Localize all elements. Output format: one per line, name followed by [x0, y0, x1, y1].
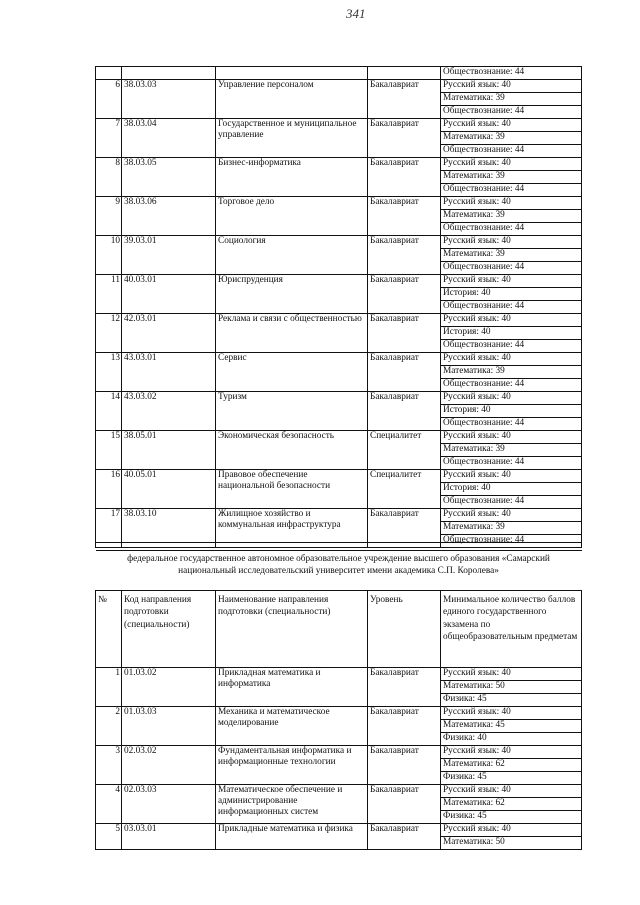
score-cell: Математика: 39	[441, 210, 582, 223]
score-cell: Обществознание: 44	[441, 262, 582, 275]
education-level: Бакалавриат	[368, 275, 441, 314]
table-row	[96, 314, 582, 327]
score-cell: Обществознание: 44	[441, 535, 582, 548]
direction-name: Государственное и муниципальное управление	[216, 119, 368, 158]
row-number: 4	[96, 785, 122, 824]
score-cell: Русский язык: 40	[441, 707, 582, 720]
score-cell: Обществознание: 44	[441, 457, 582, 470]
table-row	[96, 158, 582, 171]
direction-code: 40.05.01	[122, 470, 216, 509]
table-row	[96, 509, 582, 522]
score-cell: Математика: 39	[441, 444, 582, 457]
score-cell: Физика: 45	[441, 772, 582, 785]
score-cell: Русский язык: 40	[441, 158, 582, 171]
page-number: 341	[346, 6, 366, 21]
education-level: Специалитет	[368, 431, 441, 470]
direction-name: Торговое дело	[216, 197, 368, 236]
row-number: 3	[96, 746, 122, 785]
table-row	[96, 746, 582, 759]
table-row	[96, 392, 582, 405]
score-cell: Русский язык: 40	[441, 119, 582, 132]
organization-name: федеральное государственное автономное образовательное учреждение высшего образования «Самарский национальный исследовательский университет имени академика С.П. Королева»	[96, 551, 582, 591]
table-row	[96, 785, 582, 798]
score-cell: Обществознание: 44	[441, 496, 582, 509]
score-cell: Математика: 39	[441, 93, 582, 106]
row-number: 10	[96, 236, 122, 275]
score-cell: Математика: 39	[441, 171, 582, 184]
education-level: Специалитет	[368, 470, 441, 509]
score-cell: Обществознание: 44	[441, 106, 582, 119]
score-cell: Математика: 39	[441, 366, 582, 379]
spacer-row	[96, 543, 582, 551]
table-row	[96, 470, 582, 483]
direction-code: 38.03.10	[122, 509, 216, 548]
direction-code: 02.03.02	[122, 746, 216, 785]
score-cell: Математика: 45	[441, 720, 582, 733]
table-row	[96, 80, 582, 93]
direction-code: 38.05.01	[122, 431, 216, 470]
direction-code: 03.03.01	[122, 824, 216, 850]
row-number: 1	[96, 668, 122, 707]
table-row	[96, 119, 582, 132]
score-cell: Русский язык: 40	[441, 314, 582, 327]
education-level: Бакалавриат	[368, 707, 441, 746]
score-cell: История: 40	[441, 405, 582, 418]
row-number: 15	[96, 431, 122, 470]
score-cell: Математика: 50	[441, 837, 582, 850]
samara-university-table	[95, 542, 582, 850]
education-level: Бакалавриат	[368, 509, 441, 548]
education-level: Бакалавриат	[368, 119, 441, 158]
score-cell: Русский язык: 40	[441, 353, 582, 366]
table-row	[96, 707, 582, 720]
score-cell: История: 40	[441, 483, 582, 496]
row-number: 8	[96, 158, 122, 197]
row-number: 11	[96, 275, 122, 314]
direction-name: Юриспруденция	[216, 275, 368, 314]
score-cell: Обществознание: 44	[441, 379, 582, 392]
direction-name: Управление персоналом	[216, 80, 368, 119]
table-row	[96, 236, 582, 249]
education-level: Бакалавриат	[368, 746, 441, 785]
direction-name: Социология	[216, 236, 368, 275]
education-level: Бакалавриат	[368, 80, 441, 119]
score-cell: Русский язык: 40	[441, 824, 582, 837]
row-number: 12	[96, 314, 122, 353]
row-number: 17	[96, 509, 122, 548]
score-cell: Русский язык: 40	[441, 197, 582, 210]
direction-code: 43.03.02	[122, 392, 216, 431]
education-level: Бакалавриат	[368, 392, 441, 431]
table-row	[96, 824, 582, 837]
row-number: 14	[96, 392, 122, 431]
direction-name: Механика и математическое моделирование	[216, 707, 368, 746]
score-cell: Русский язык: 40	[441, 746, 582, 759]
education-level: Бакалавриат	[368, 197, 441, 236]
score-cell: Обществознание: 44	[441, 145, 582, 158]
direction-code: 38.03.06	[122, 197, 216, 236]
education-level: Бакалавриат	[368, 353, 441, 392]
education-level: Бакалавриат	[368, 785, 441, 824]
score-cell: Русский язык: 40	[441, 668, 582, 681]
direction-name: Математическое обеспечение и администрирование информационных систем	[216, 785, 368, 824]
direction-name: Прикладная математика и информатика	[216, 668, 368, 707]
row-number: 5	[96, 824, 122, 850]
score-cell: Обществознание: 44	[441, 184, 582, 197]
row-number: 9	[96, 197, 122, 236]
header-level: Уровень	[368, 591, 441, 668]
header-code: Код направления подготовки (специальности)	[122, 591, 216, 668]
score-cell: Математика: 62	[441, 798, 582, 811]
score-cell: Русский язык: 40	[441, 80, 582, 93]
direction-code: 40.03.01	[122, 275, 216, 314]
score-cell: Русский язык: 40	[441, 785, 582, 798]
score-cell: Обществознание: 44	[441, 340, 582, 353]
direction-name: Бизнес-информатика	[216, 158, 368, 197]
score-cell: Русский язык: 40	[441, 236, 582, 249]
direction-code: 39.03.01	[122, 236, 216, 275]
score-cell: Русский язык: 40	[441, 392, 582, 405]
direction-name: Прикладные математика и физика	[216, 824, 368, 850]
direction-code: 38.03.05	[122, 158, 216, 197]
score-cell: История: 40	[441, 288, 582, 301]
table-row	[96, 67, 582, 80]
education-level: Бакалавриат	[368, 158, 441, 197]
header-row	[96, 591, 582, 668]
table-row	[96, 353, 582, 366]
score-cell: Обществознание: 44	[441, 301, 582, 314]
table-row	[96, 431, 582, 444]
score-cell: Русский язык: 40	[441, 509, 582, 522]
score-cell: Математика: 50	[441, 681, 582, 694]
score-cell: История: 40	[441, 327, 582, 340]
direction-name: Экономическая безопасность	[216, 431, 368, 470]
education-level: Бакалавриат	[368, 668, 441, 707]
score-cell: Русский язык: 40	[441, 431, 582, 444]
table-row	[96, 668, 582, 681]
row-number: 2	[96, 707, 122, 746]
direction-code: 42.03.01	[122, 314, 216, 353]
direction-name: Реклама и связи с общественностью	[216, 314, 368, 353]
education-level: Бакалавриат	[368, 824, 441, 850]
score-cell: Математика: 39	[441, 132, 582, 145]
admission-table-continued	[95, 66, 582, 548]
direction-name: Жилищное хозяйство и коммунальная инфраструктура	[216, 509, 368, 548]
row-number: 6	[96, 80, 122, 119]
direction-code: 38.03.03	[122, 80, 216, 119]
education-level: Бакалавриат	[368, 236, 441, 275]
direction-code: 02.03.03	[122, 785, 216, 824]
row-number: 16	[96, 470, 122, 509]
score-cell: Обществознание: 44	[441, 67, 582, 80]
table-row	[96, 197, 582, 210]
score-cell: Физика: 45	[441, 811, 582, 824]
direction-code: 01.03.03	[122, 707, 216, 746]
header-scores: Минимальное количество баллов единого государственного экзамена по общеобразовательным предметам	[441, 591, 582, 668]
direction-name: Фундаментальная информатика и информационные технологии	[216, 746, 368, 785]
direction-name: Туризм	[216, 392, 368, 431]
table-row	[96, 275, 582, 288]
direction-name: Правовое обеспечение национальной безопасности	[216, 470, 368, 509]
score-cell: Математика: 39	[441, 522, 582, 535]
row-number: 13	[96, 353, 122, 392]
header-name: Наименование направления подготовки (специальности)	[216, 591, 368, 668]
row-number: 7	[96, 119, 122, 158]
direction-code: 38.03.04	[122, 119, 216, 158]
score-cell: Математика: 62	[441, 759, 582, 772]
score-cell: Обществознание: 44	[441, 223, 582, 236]
score-cell: Физика: 45	[441, 694, 582, 707]
score-cell: Физика: 40	[441, 733, 582, 746]
score-cell: Обществознание: 44	[441, 418, 582, 431]
score-cell: Математика: 39	[441, 249, 582, 262]
education-level: Бакалавриат	[368, 314, 441, 353]
direction-code: 43.03.01	[122, 353, 216, 392]
score-cell: Русский язык: 40	[441, 275, 582, 288]
organization-row	[96, 551, 582, 591]
score-cell: Русский язык: 40	[441, 470, 582, 483]
direction-code: 01.03.02	[122, 668, 216, 707]
header-number: №	[96, 591, 122, 668]
direction-name: Сервис	[216, 353, 368, 392]
